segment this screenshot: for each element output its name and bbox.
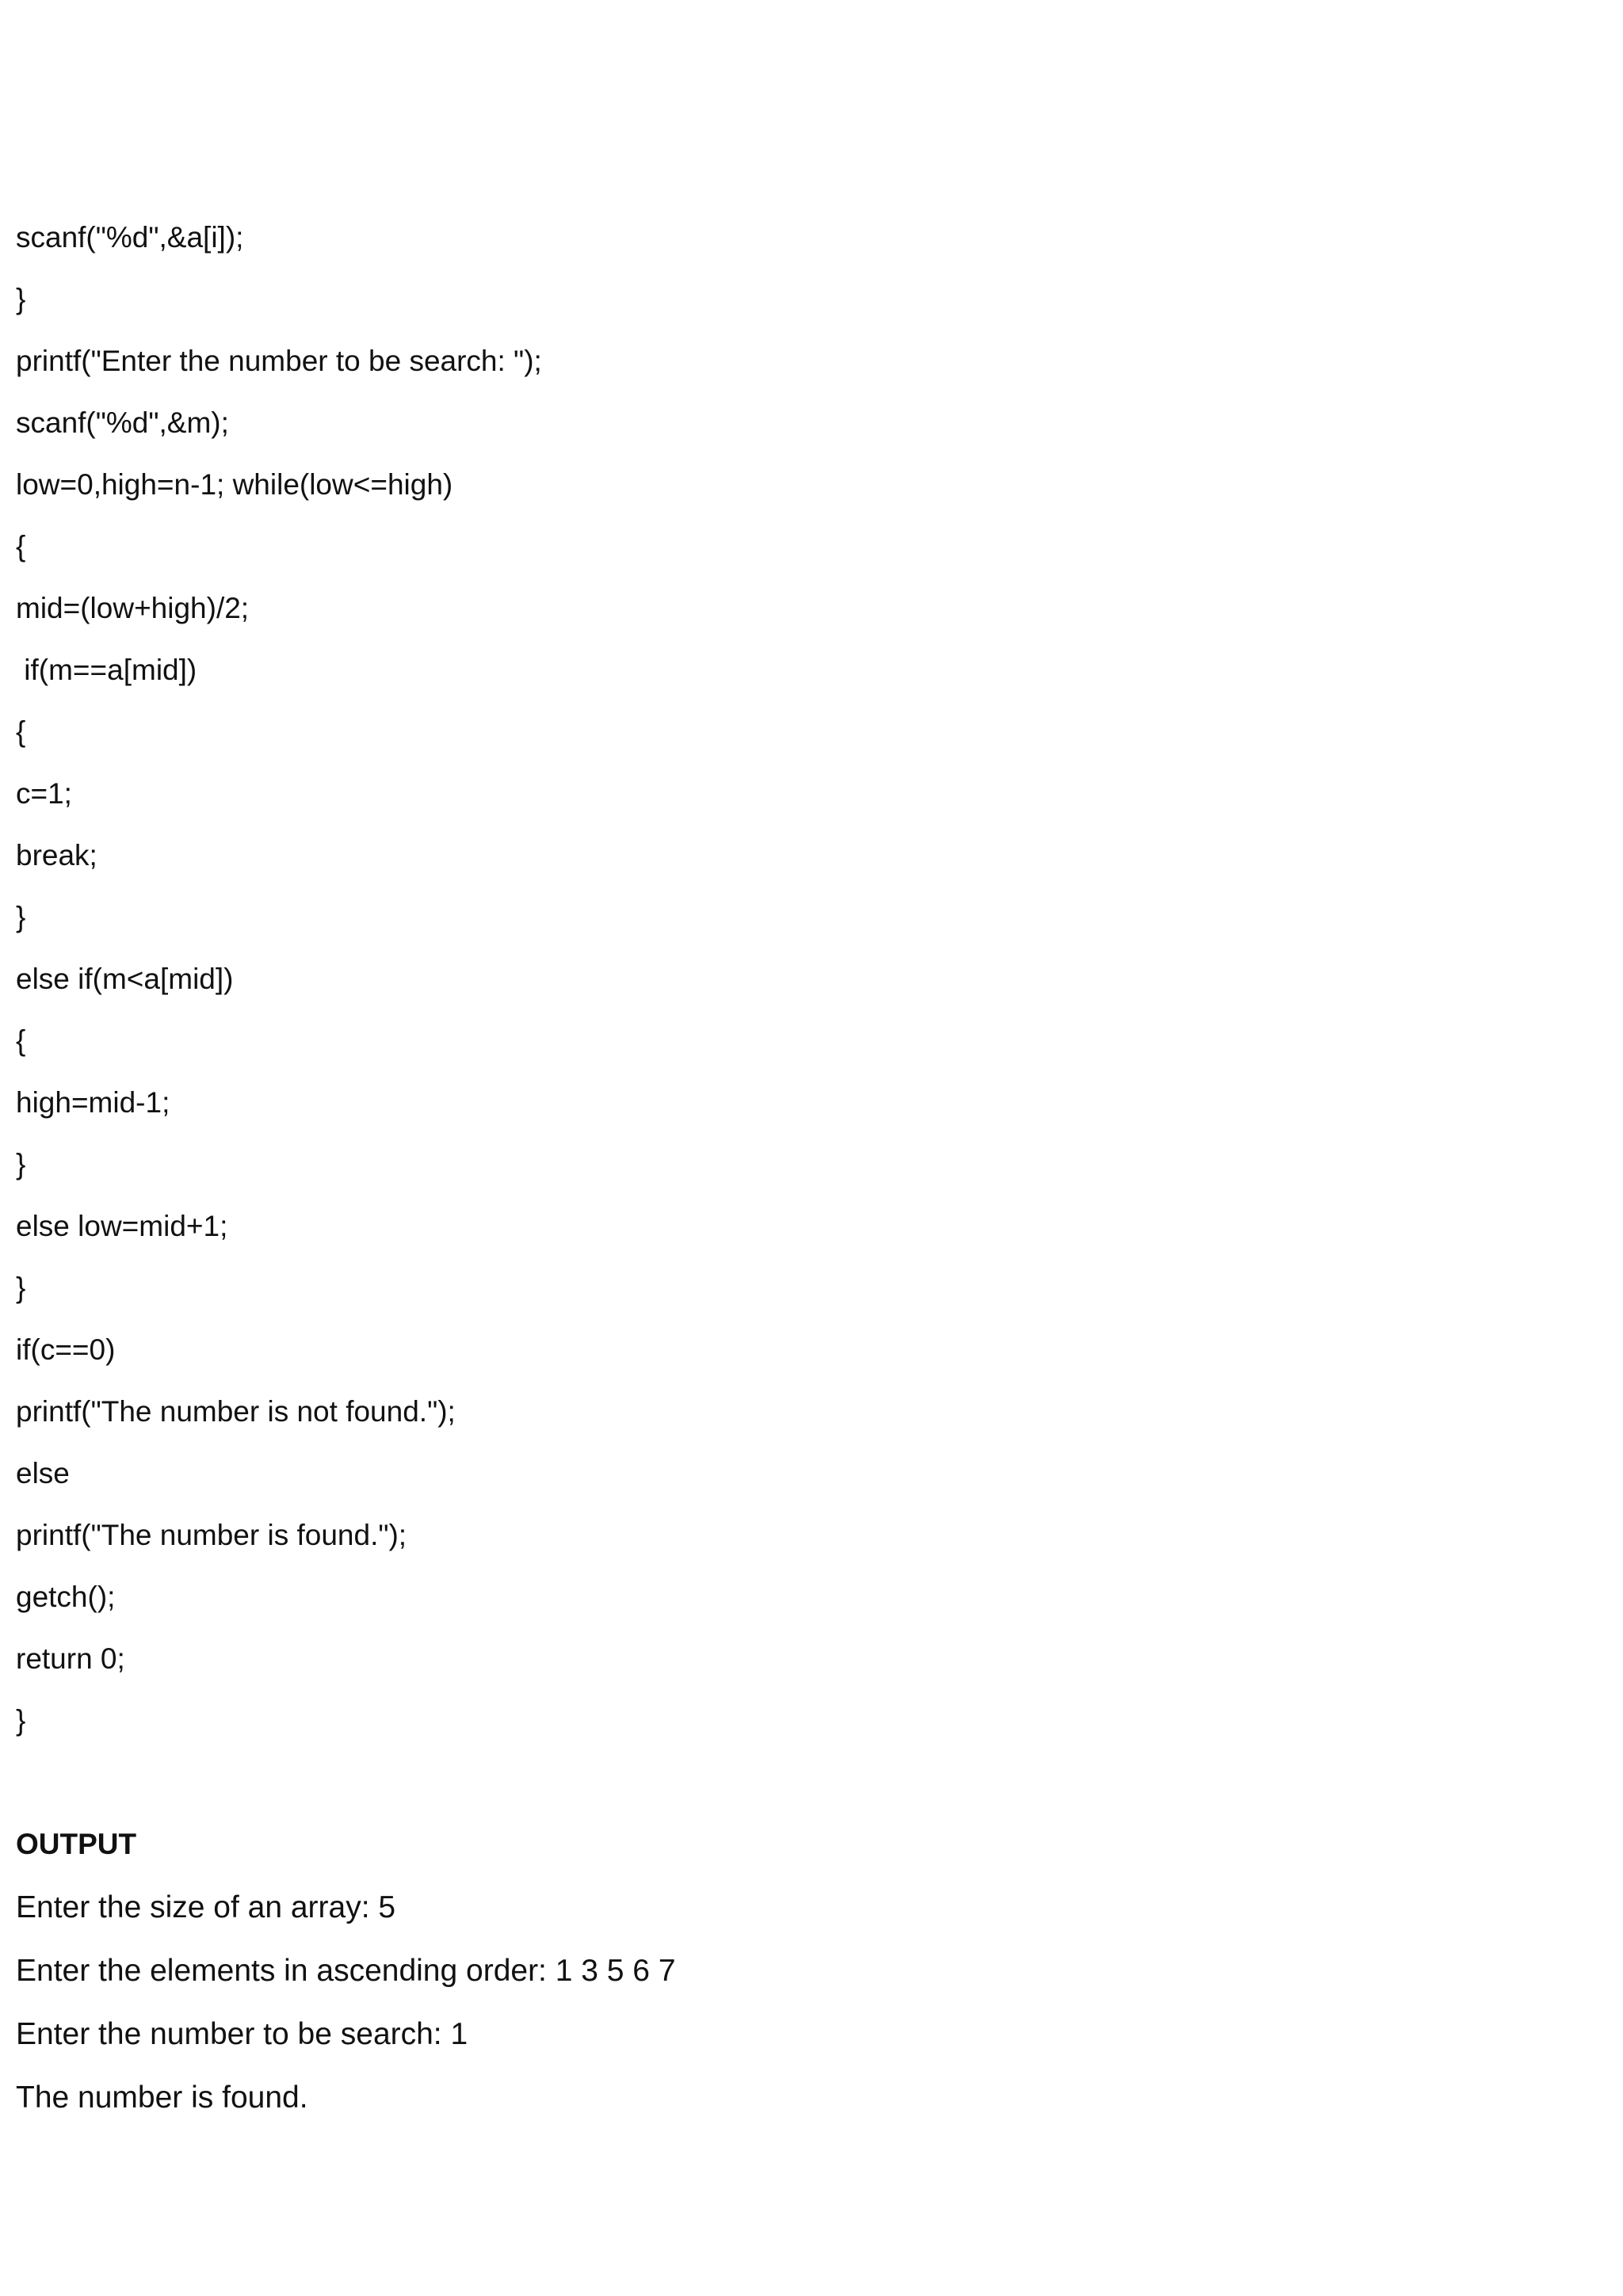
code-line: else if(m<a[mid]) — [16, 963, 234, 995]
code-line: break; — [16, 839, 97, 871]
output-line: Enter the number to be search: 1 — [16, 2017, 468, 2051]
code-line: scanf("%d",&a[i]); — [16, 221, 244, 254]
code-line: } — [16, 1272, 26, 1304]
code-line: mid=(low+high)/2; — [16, 592, 250, 624]
code-line: { — [16, 1024, 26, 1057]
code-line: getch(); — [16, 1581, 116, 1613]
code-line: return 0; — [16, 1642, 125, 1675]
code-line: printf("The number is found."); — [16, 1519, 407, 1551]
code-listing — [16, 220, 542, 1765]
code-line: else low=mid+1; — [16, 1210, 228, 1242]
code-line: { — [16, 530, 26, 563]
code-line: } — [16, 901, 26, 933]
code-line: { — [16, 715, 26, 748]
code-line: } — [16, 1148, 26, 1180]
code-line: else — [16, 1457, 70, 1489]
code-line: scanf("%d",&m); — [16, 406, 229, 439]
output-line: Enter the elements in ascending order: 1 3 5 6 7 — [16, 1954, 676, 1988]
output-heading: OUTPUT — [16, 1828, 137, 1860]
program-output — [16, 1890, 676, 2144]
output-line: The number is found. — [16, 2081, 308, 2115]
code-line: } — [16, 1704, 26, 1737]
code-line: printf("The number is not found."); — [16, 1395, 456, 1428]
code-line: low=0,high=n-1; while(low<=high) — [16, 468, 453, 501]
code-line: if(m==a[mid]) — [16, 654, 197, 686]
code-line: c=1; — [16, 777, 72, 810]
output-line: Enter the size of an array: 5 — [16, 1890, 396, 1924]
code-line: if(c==0) — [16, 1333, 116, 1366]
code-line: high=mid-1; — [16, 1086, 170, 1119]
code-line: } — [16, 283, 26, 315]
code-line: printf("Enter the number to be search: "); — [16, 345, 542, 377]
